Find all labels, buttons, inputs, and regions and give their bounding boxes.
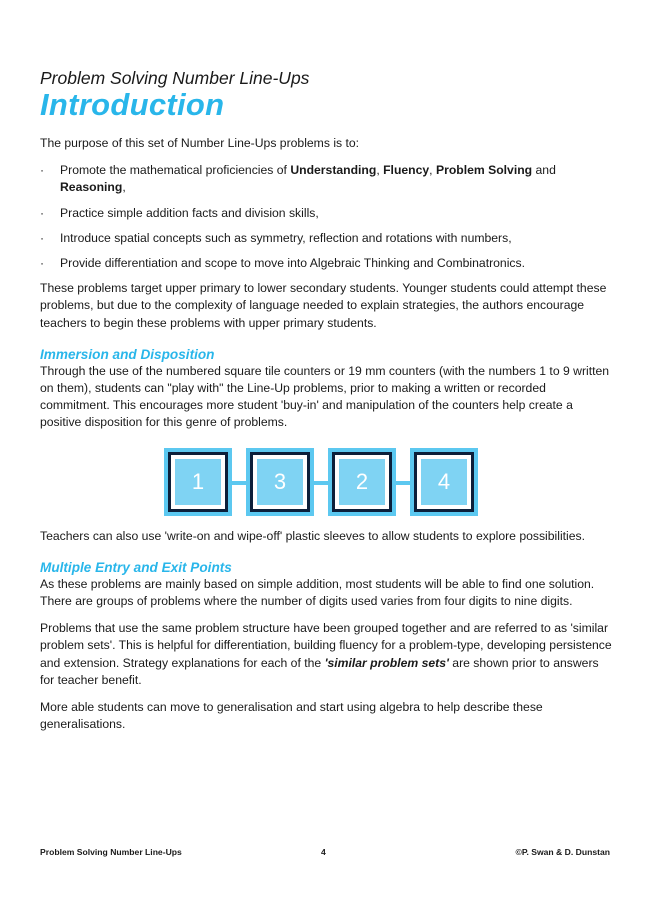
- list-item-text: Practice simple addition facts and division skills,: [60, 205, 319, 220]
- list-item-text: ,: [376, 163, 384, 178]
- entry-paragraph-2: [40, 620, 612, 689]
- number-tile: [410, 448, 478, 516]
- immersion-paragraph: Through the use of the numbered square tile counters or 19 mm counters (with the numbers 1 to 9 written on them), students can "play with" the Line-Up problems, prior to making a written or recorded commitment. This encourages more student 'buy-in' and manipulation of the counters help create a positive disposition for this genre of problems.: [40, 363, 610, 430]
- list-item-text: and: [532, 163, 556, 178]
- footer-title: Problem Solving Number Line-Ups: [40, 847, 182, 857]
- page-content: [40, 68, 612, 733]
- number-tile: [164, 448, 232, 516]
- list-item: [40, 162, 612, 196]
- entry-paragraph-3: More able students can move to generalisation and start using algebra to help describe these generalisations.: [40, 700, 543, 732]
- bullet-icon: ·: [40, 205, 45, 220]
- list-item-bold: Fluency: [383, 163, 430, 178]
- list-item-text: ,: [122, 180, 126, 195]
- document-subtitle: Problem Solving Number Line-Ups: [40, 68, 310, 88]
- list-item: [40, 230, 612, 247]
- list-item: [40, 205, 612, 222]
- list-item-bold: Problem Solving: [435, 163, 533, 178]
- list-item-text: Introduce spatial concepts such as symmetry, reflection and rotations with numbers,: [60, 230, 512, 245]
- sleeves-paragraph: Teachers can also use 'write-on and wipe-off' plastic sleeves to allow students to explore possibilities.: [40, 528, 586, 543]
- targets-paragraph: These problems target upper primary to lower secondary students. Younger students could attempt these problems, but due to the complexity of language needed to explain strategies, the authors encourage teachers to begin these problems with upper primary students.: [40, 281, 607, 330]
- list-item-text: Provide differentiation and scope to move into Algebraic Thinking and Combinatronics.: [60, 256, 525, 271]
- tile-number: 1: [175, 459, 221, 505]
- section-heading-immersion: Immersion and Disposition: [40, 346, 215, 362]
- number-tile: [328, 448, 396, 516]
- tile-number: 4: [421, 459, 467, 505]
- footer-copyright: ©P. Swan & D. Dunstan: [515, 847, 610, 857]
- purpose-list: [40, 162, 612, 272]
- number-tiles-illustration: [164, 448, 480, 520]
- tile-border: [414, 452, 474, 512]
- list-item: [40, 255, 612, 272]
- list-item-bold: Understanding: [290, 163, 377, 178]
- tile-border: [168, 452, 228, 512]
- tile-number: 2: [339, 459, 385, 505]
- list-item-text: ,: [429, 163, 436, 178]
- emphasis-text: 'similar problem sets': [324, 655, 449, 670]
- bullet-icon: ·: [40, 230, 45, 245]
- list-item-bold: Reasoning: [60, 180, 123, 195]
- paragraph-text: are shown prior to answers for teacher benefit.: [40, 655, 599, 687]
- bullet-icon: ·: [40, 163, 45, 178]
- number-tile: [246, 448, 314, 516]
- page-number: 4: [321, 847, 326, 857]
- entry-paragraph-1: As these problems are mainly based on simple addition, most students will be able to find one solution. There are groups of problems where the number of digits used varies from four digits to nine digits.: [40, 576, 595, 609]
- tile-border: [332, 452, 392, 512]
- section-heading-entry-exit: Multiple Entry and Exit Points: [40, 559, 232, 575]
- intro-paragraph: The purpose of this set of Number Line-Ups problems is to:: [40, 136, 360, 150]
- list-item-text: Promote the mathematical proficiencies of: [60, 163, 291, 178]
- bullet-icon: ·: [40, 256, 45, 271]
- page-title: Introduction: [40, 87, 225, 122]
- tile-border: [250, 452, 310, 512]
- paragraph-text: Problems that use the same problem structure have been grouped together and are referred to as 'similar problem sets'. This is helpful for differentiation, building fluency for a problem-type, developing persistence and extension. Strategy explanations for each of the: [40, 621, 612, 670]
- tile-number: 3: [257, 459, 303, 505]
